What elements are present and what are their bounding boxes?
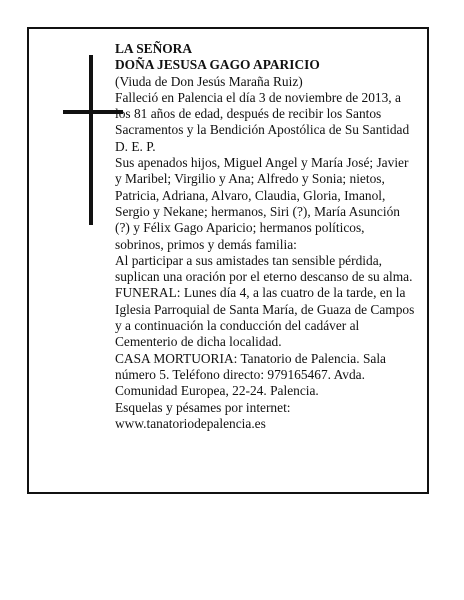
notice-line: (?) y Félix Gago Aparicio; hermanos políticos, — [115, 220, 365, 236]
cross-icon — [63, 55, 123, 225]
obituary-notice-frame — [27, 27, 429, 494]
notice-line: número 5. Teléfono directo: 979165467. Avda. — [115, 366, 365, 382]
notice-line: Sergio y Nekane; hermanos, Siri (?), María Asunción — [115, 203, 400, 219]
notice-line-rip: D. E. P. — [115, 138, 156, 154]
notice-website: www.tanatoriodepalencia.es — [115, 415, 266, 431]
notice-line-widow-of: (Viuda de Don Jesús Maraña Ruiz) — [115, 73, 303, 89]
notice-line: Patricia, Adriana, Alvaro, Claudia, Gloria, Imanol, — [115, 187, 386, 203]
notice-title-name: DOÑA JESUSA GAGO APARICIO — [115, 57, 320, 73]
notice-line: Comunidad Europea, 22-24. Palencia. — [115, 383, 319, 399]
notice-line: Sus apenados hijos, Miguel Angel y María José; Javier — [115, 155, 409, 171]
notice-line: Cementerio de dicha localidad. — [115, 334, 282, 350]
notice-text — [115, 41, 425, 432]
notice-line: Falleció en Palencia el día 3 de noviembre de 2013, a — [115, 89, 401, 105]
notice-line: Esquelas y pésames por internet: — [115, 399, 291, 415]
notice-line: Al participar a sus amistades tan sensible pérdida, — [115, 252, 382, 268]
notice-line-casa-mortuoria: CASA MORTUORIA: Tanatorio de Palencia. Sala — [115, 350, 386, 366]
notice-line: y Maribel; Virgilio y Ana; Alfredo y Sonia; nietos, — [115, 171, 385, 187]
cross-horizontal-bar — [63, 110, 123, 114]
notice-line: Iglesia Parroquial de Santa María, de Guaza de Campos — [115, 301, 415, 317]
notice-line: suplican una oración por el eterno descanso de su alma. — [115, 269, 413, 285]
notice-line: los 81 años de edad, después de recibir los Santos — [115, 106, 382, 122]
notice-line-funeral: FUNERAL: Lunes día 4, a las cuatro de la tarde, en la — [115, 285, 406, 301]
notice-line: sobrinos, primos y demás familia: — [115, 236, 297, 252]
notice-title-line-1: LA SEÑORA — [115, 41, 193, 56]
notice-line: y a continuación la conducción del cadáver al — [115, 318, 360, 334]
notice-line: Sacramentos y la Bendición Apostólica de Su Santidad — [115, 122, 410, 138]
cross-vertical-bar — [89, 55, 93, 225]
